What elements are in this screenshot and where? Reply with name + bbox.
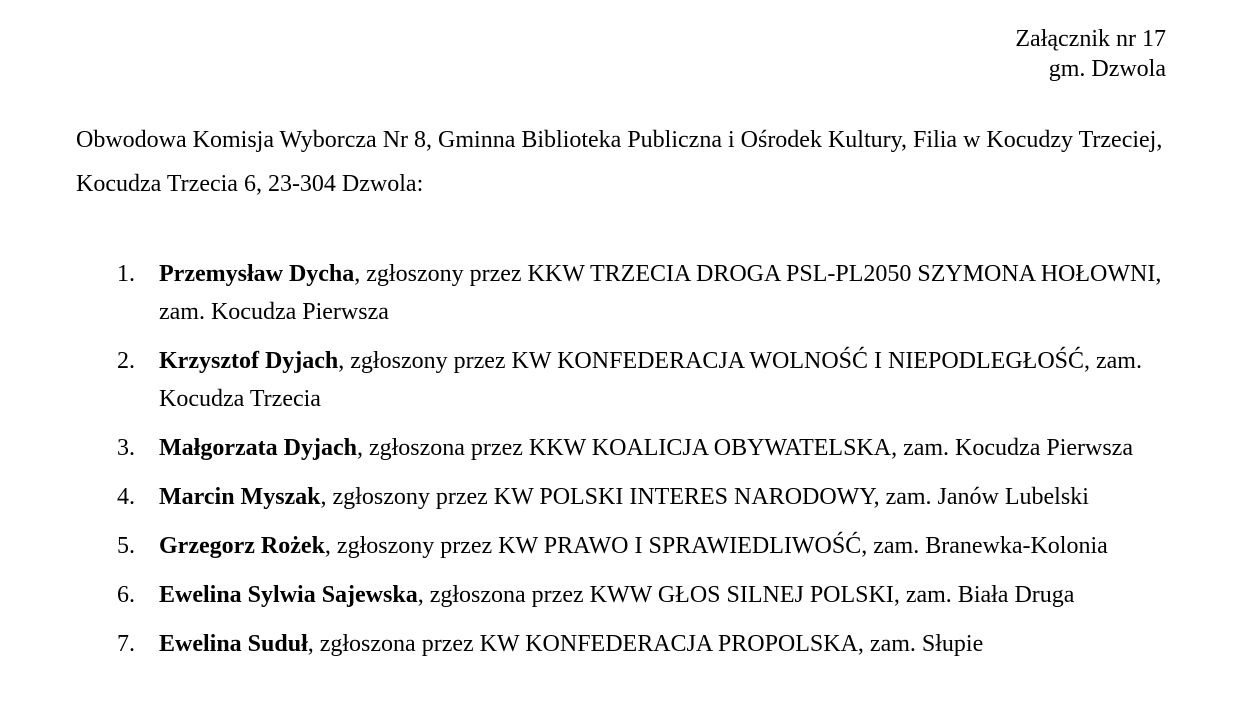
list-item (0, 478, 1242, 516)
member-details: , zgłoszona przez KWW GŁOS SILNEJ POLSKI, zam. Biała Druga (417, 582, 1075, 608)
member-details: , zgłoszony przez KW PRAWO I SPRAWIEDLIWOŚĆ, zam. Branewka-Kolonia (324, 533, 1108, 559)
item-number: 4. (117, 484, 135, 510)
member-name: Marcin Myszak (159, 484, 321, 510)
list-item (0, 576, 1242, 614)
member-details: , zgłoszony przez KKW TRZECIA DROGA PSL-PL2050 SZYMONA HOŁOWNI, zam. Kocudza Pierwsza (159, 261, 1162, 325)
member-details: , zgłoszony przez KW KONFEDERACJA WOLNOŚĆ I NIEPODLEGŁOŚĆ, zam. Kocudza Trzecia (159, 348, 1142, 412)
item-number: 3. (117, 435, 135, 461)
list-item (0, 255, 1242, 331)
member-name: Ewelina Sylwia Sajewska (159, 582, 418, 608)
annex-header (1015, 24, 1166, 84)
member-name: Ewelina Suduł (159, 631, 308, 657)
member-name: Przemysław Dycha (159, 261, 355, 287)
member-name: Krzysztof Dyjach (159, 348, 339, 374)
member-details: , zgłoszona przez KW KONFEDERACJA PROPOLSKA, zam. Słupie (307, 631, 984, 657)
item-number: 6. (117, 582, 135, 608)
list-item (0, 625, 1242, 663)
annex-number: Załącznik nr 17 (1015, 26, 1166, 52)
member-details: , zgłoszony przez KW POLSKI INTERES NARODOWY, zam. Janów Lubelski (320, 484, 1089, 510)
member-name: Grzegorz Rożek (159, 533, 325, 559)
list-item (0, 342, 1242, 418)
annex-municipality: gm. Dzwola (1048, 56, 1166, 82)
member-list (0, 255, 1242, 674)
member-details: , zgłoszona przez KKW KOALICJA OBYWATELSKA, zam. Kocudza Pierwsza (356, 435, 1133, 461)
list-item (0, 429, 1242, 467)
list-item (0, 527, 1242, 565)
member-name: Małgorzata Dyjach (159, 435, 357, 461)
item-number: 7. (117, 631, 135, 657)
item-number: 2. (117, 348, 135, 374)
item-number: 1. (117, 261, 135, 287)
item-number: 5. (117, 533, 135, 559)
commission-description: Obwodowa Komisja Wyborcza Nr 8, Gminna Biblioteka Publiczna i Ośrodek Kultury, Filia w Kocudzy Trzeciej, Kocudza Trzecia 6, 23-304 Dzwola: (76, 127, 1163, 197)
